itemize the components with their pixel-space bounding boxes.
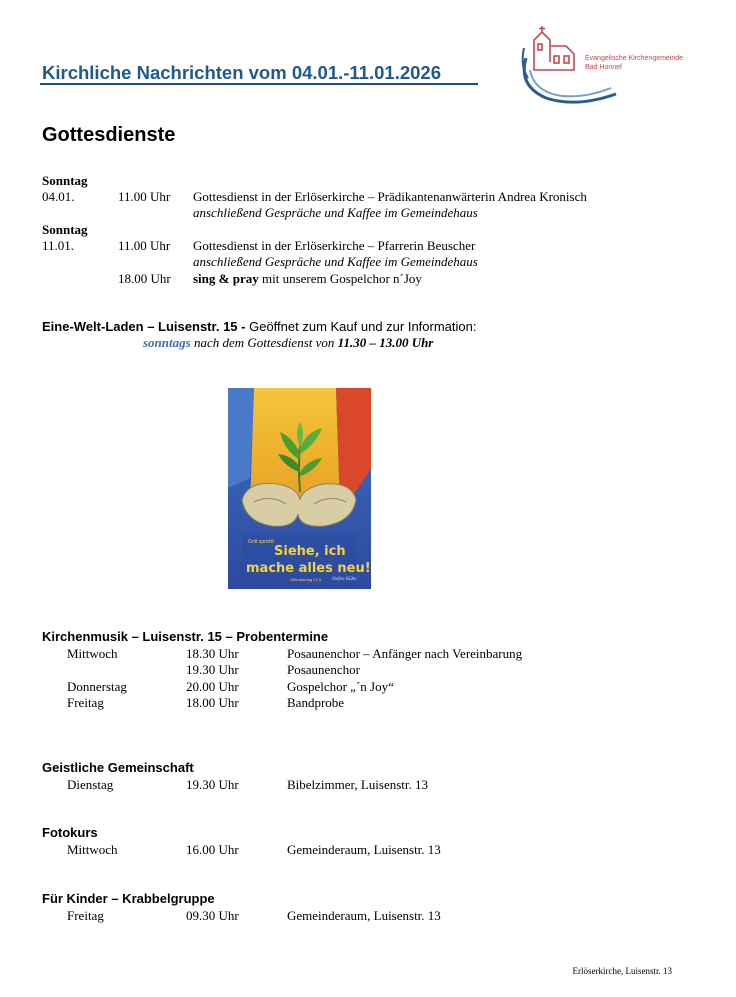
poster-line1: Siehe, ich (274, 544, 346, 559)
music-time: 19.30 Uhr (186, 662, 239, 677)
shop-line (42, 319, 476, 335)
poster-small: Gott spricht: (248, 539, 275, 545)
service-date: 04.01. (42, 189, 75, 204)
community-text: Bibelzimmer, Luisenstr. 13 (287, 777, 429, 792)
service-text-bold: sing & pray (193, 271, 259, 286)
footer-text: Erlöserkirche, Luisenstr. 13 (572, 966, 672, 976)
service-text (193, 271, 422, 287)
service-time: 11.00 Uhr (118, 238, 171, 253)
photo-title: Fotokurs (42, 825, 98, 840)
kids-text: Gemeinderaum, Luisenstr. 13 (287, 908, 441, 923)
service-text: Gottesdienst in der Erlöserkirche – Prädikantenanwärterin Andrea Kronisch (193, 189, 587, 204)
music-text: Bandprobe (287, 695, 345, 710)
service-note: anschließend Gespräche und Kaffee im Gemeindehaus (193, 205, 478, 220)
service-day: Sonntag (42, 222, 88, 237)
service-day: Sonntag (42, 173, 88, 188)
community-day: Dienstag (67, 777, 114, 792)
service-note: anschließend Gespräche und Kaffee im Gemeindehaus (193, 254, 478, 269)
music-time: 18.00 Uhr (186, 695, 239, 710)
page-title: Kirchliche Nachrichten vom 04.01.-11.01.2026 (42, 62, 441, 83)
service-time: 18.00 Uhr (118, 271, 171, 286)
poster-signature: Stefan Kühn (332, 577, 357, 582)
service-text: Gottesdienst in der Erlöserkirche – Pfarrerin Beuscher (193, 238, 476, 253)
music-day: Mittwoch (67, 646, 118, 661)
plant-hands-poster (228, 388, 371, 589)
music-time: 18.30 Uhr (186, 646, 239, 661)
music-text: Posaunenchor – Anfänger nach Vereinbarung (287, 646, 523, 661)
service-time: 11.00 Uhr (118, 189, 171, 204)
music-text: Posaunenchor (287, 662, 360, 677)
poster-line2: mache alles neu! (246, 561, 371, 576)
music-title: Kirchenmusik – Luisenstr. 15 – Probentermine (42, 629, 329, 644)
poster-ref: Offenbarung 21,5 (290, 577, 322, 582)
photo-time: 16.00 Uhr (186, 842, 239, 857)
shop-hours-mid: nach dem Gottesdienst von (190, 335, 338, 350)
photo-day: Mittwoch (67, 842, 118, 857)
music-text: Gospelchor „´n Joy“ (287, 679, 394, 694)
shop-day: sonntags (143, 335, 191, 350)
photo-text: Gemeinderaum, Luisenstr. 13 (287, 842, 441, 857)
kids-time: 09.30 Uhr (186, 908, 239, 923)
music-day: Freitag (67, 695, 104, 710)
shop-hours-time: 11.30 – 13.00 Uhr (337, 335, 434, 350)
community-title: Geistliche Gemeinschaft (42, 760, 194, 775)
shop-title: Eine-Welt-Laden – Luisenstr. 15 - (42, 319, 246, 334)
service-date: 11.01. (42, 238, 75, 253)
kids-title: Für Kinder – Krabbelgruppe (42, 891, 215, 906)
logo-text: Evangelische Kirchengemeinde Bad Honnef (585, 55, 684, 71)
shop-hours (143, 335, 433, 351)
kids-day: Freitag (67, 908, 104, 923)
services-heading: Gottesdienste (42, 124, 176, 146)
music-day: Donnerstag (67, 679, 127, 694)
community-time: 19.30 Uhr (186, 777, 239, 792)
shop-info: Geöffnet zum Kauf und zur Information: (245, 319, 477, 334)
title-underline (40, 83, 478, 85)
service-text-rest: mit unserem Gospelchor n´Joy (258, 271, 422, 286)
music-time: 20.00 Uhr (186, 679, 239, 694)
